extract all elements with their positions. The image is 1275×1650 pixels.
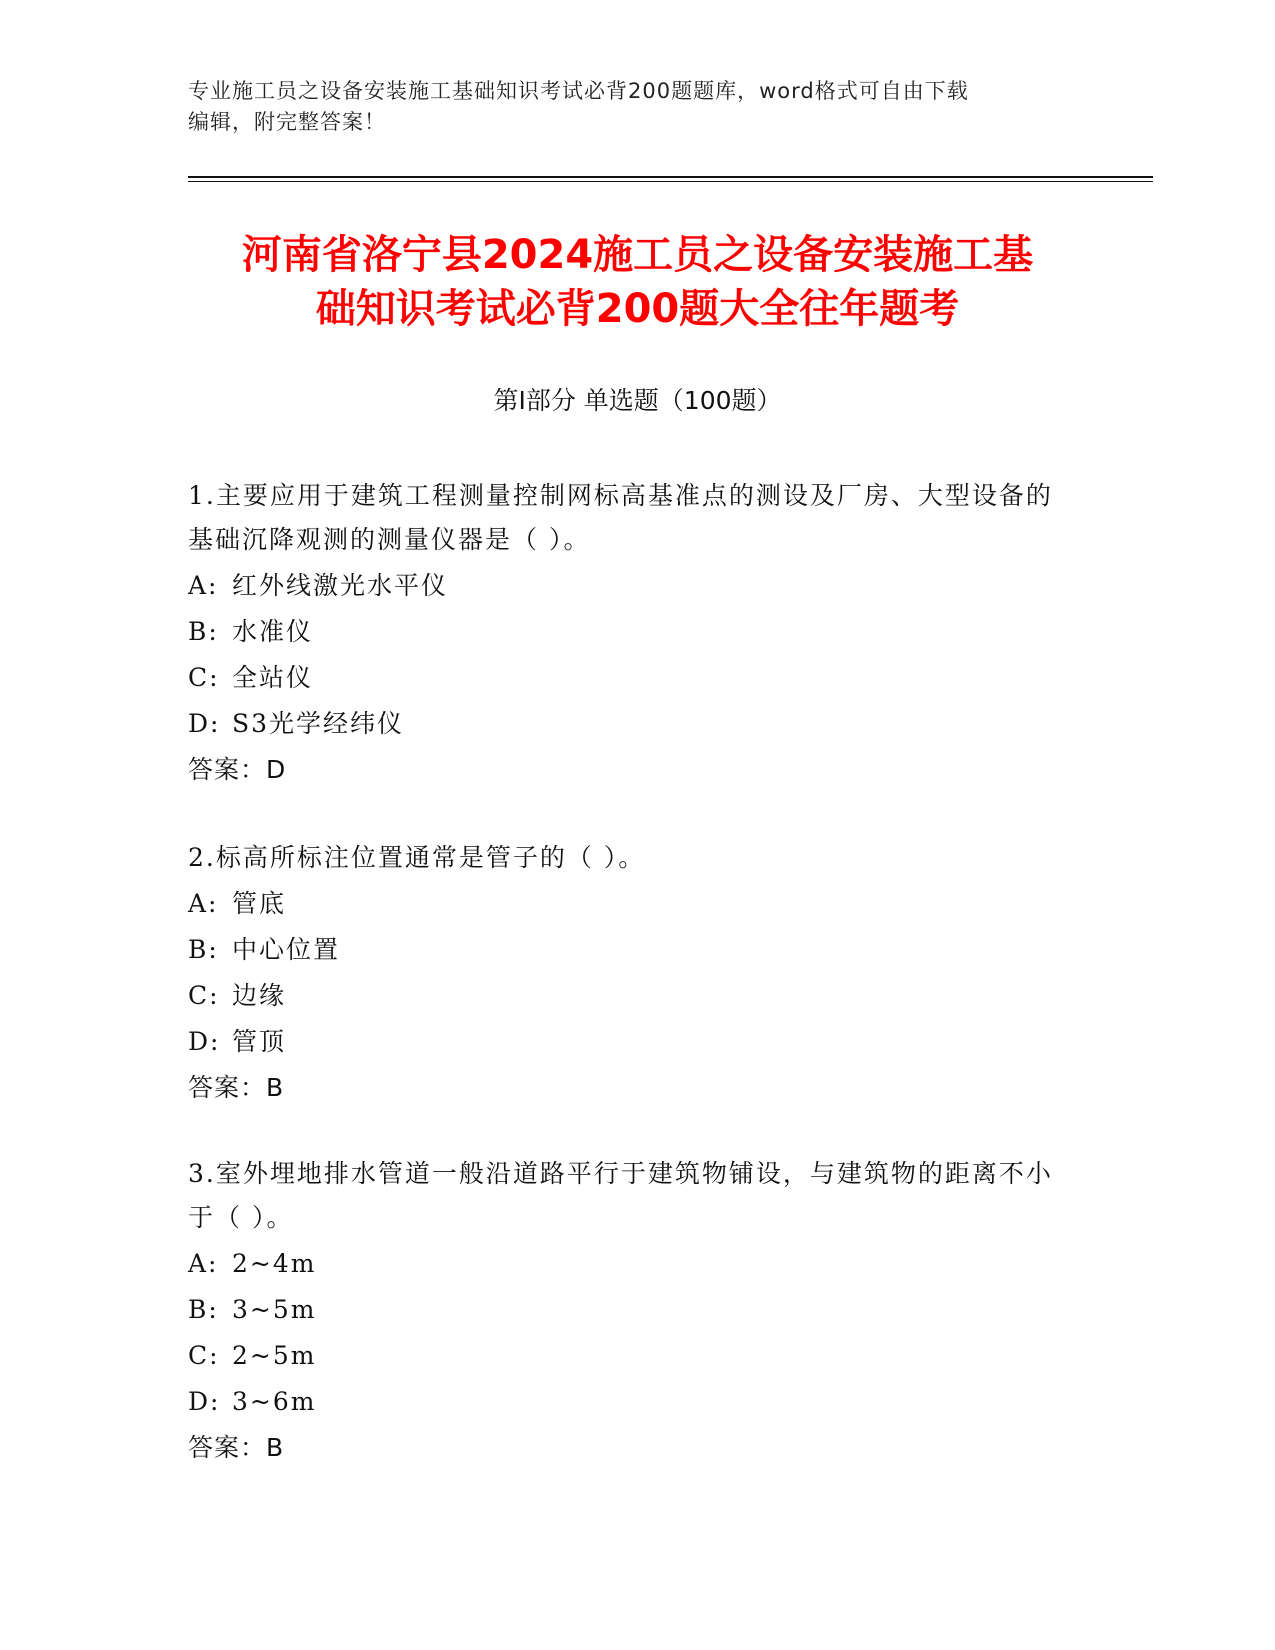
option-key: D:: [188, 709, 221, 738]
option-text: 红外线激光水平仪: [232, 571, 449, 600]
option-text: 水准仪: [232, 617, 314, 646]
answer: 答案：B: [188, 1433, 285, 1462]
question-1: [188, 474, 1068, 792]
section-title: 第Ⅰ部分 单选题（100题）: [493, 386, 782, 415]
option-key: C:: [188, 981, 220, 1010]
option-text: 全站仪: [232, 663, 314, 692]
document-title-line2: 础知识考试必背200题大全往年题考: [315, 286, 960, 332]
option-key: B:: [188, 935, 219, 964]
option-key: A:: [188, 571, 219, 600]
document-title: [150, 228, 1125, 336]
option-d: [188, 1020, 1068, 1064]
question-2: [188, 836, 1068, 1110]
option-key: D:: [188, 1387, 221, 1416]
option-text: 管顶: [232, 1027, 287, 1056]
document-title-line1: 河南省洛宁县2024施工员之设备安装施工基: [241, 232, 1034, 278]
option-a: [188, 564, 1068, 608]
option-d: [188, 1380, 1068, 1424]
header-note-line2: 编辑，附完整答案！: [188, 110, 386, 134]
option-text: 3~6m: [232, 1387, 317, 1416]
option-c: [188, 1334, 1068, 1378]
option-text: 2~4m: [232, 1249, 317, 1278]
option-key: B:: [188, 1295, 219, 1324]
question-stem: 3.室外埋地排水管道一般沿道路平行于建筑物铺设，与建筑物的距离不小于（ ）。: [188, 1159, 1053, 1232]
header-divider-thin: [188, 181, 1153, 182]
option-c: [188, 656, 1068, 700]
option-key: D:: [188, 1027, 221, 1056]
option-key: C:: [188, 1341, 220, 1370]
option-text: 管底: [232, 889, 287, 918]
option-b: [188, 928, 1068, 972]
question-3: [188, 1152, 1068, 1470]
option-key: A:: [188, 1249, 219, 1278]
header-note-line1: 专业施工员之设备安装施工基础知识考试必背200题题库，word格式可自由下载: [188, 79, 969, 103]
option-a: [188, 882, 1068, 926]
header-divider-thick: [188, 176, 1153, 178]
answer: 答案：D: [188, 755, 287, 784]
option-key: C:: [188, 663, 220, 692]
option-text: 2~5m: [232, 1341, 317, 1370]
option-b: [188, 1288, 1068, 1332]
option-a: [188, 1242, 1068, 1286]
option-text: 3~5m: [232, 1295, 317, 1324]
option-c: [188, 974, 1068, 1018]
option-key: A:: [188, 889, 219, 918]
option-text: 中心位置: [232, 935, 341, 964]
option-b: [188, 610, 1068, 654]
header-note: [188, 76, 1088, 138]
answer: 答案：B: [188, 1073, 285, 1102]
option-text: S3光学经纬仪: [232, 709, 405, 738]
question-stem: 1.主要应用于建筑工程测量控制网标高基准点的测设及厂房、大型设备的基础沉降观测的测量仪器是（ ）。: [188, 481, 1053, 554]
question-stem: 2.标高所标注位置通常是管子的（ ）。: [188, 843, 646, 872]
option-key: B:: [188, 617, 219, 646]
option-text: 边缘: [232, 981, 287, 1010]
option-d: [188, 702, 1068, 746]
